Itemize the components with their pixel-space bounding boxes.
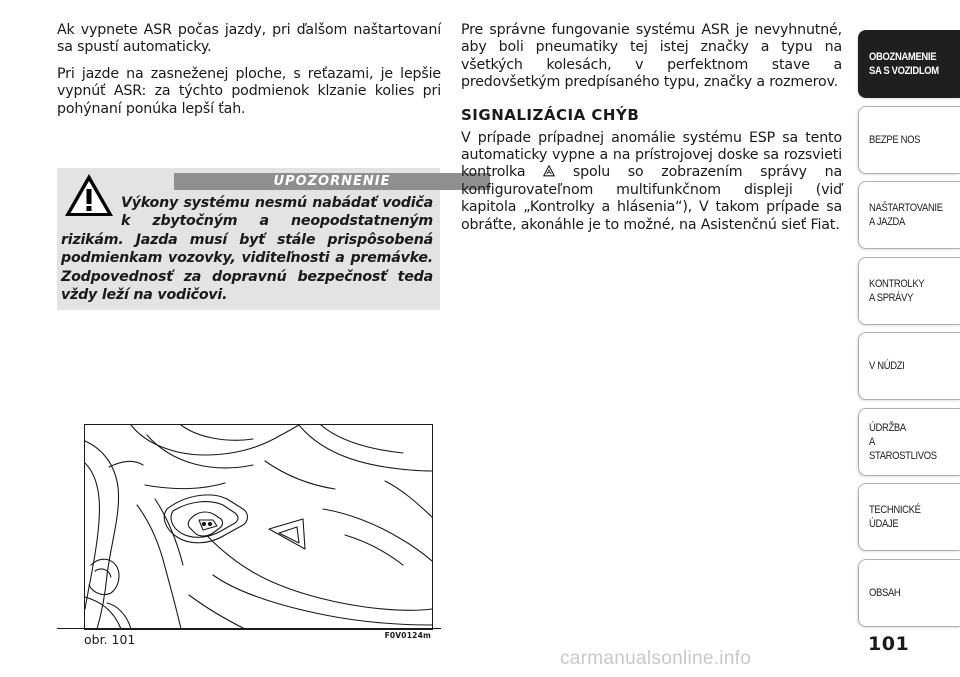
page-number: 101	[868, 633, 910, 655]
tab-warning-lights[interactable]	[858, 257, 960, 325]
tab-label: KONTROLKY A SPRÁVY	[869, 277, 925, 304]
tab-label: NAŠTARTOVANIE A JAZDA	[869, 202, 943, 228]
tab-getting-to-know[interactable]	[858, 30, 960, 98]
right-column	[461, 22, 842, 243]
tab-contents[interactable]	[858, 559, 960, 627]
figure-label: obr. 101	[84, 632, 136, 647]
paragraph-asr-snow: Pri jazde na zasneženej ploche, s reťazami, je lepšie vypnúť ASR: za týchto podmienok klzanie kolies pri pohýnaní ponúka lepší ťah.	[57, 65, 441, 117]
esp-warning-icon	[543, 165, 555, 177]
tab-emergency[interactable]	[858, 332, 960, 400]
fault-text-before: V prípade prípadnej anomálie systému ESP sa tento automaticky vypne a na prístrojovej doske sa rozsvieti kontrolka	[461, 129, 842, 181]
section-heading: SIGNALIZÁCIA CHÝB	[461, 105, 640, 124]
figure-asr-button	[84, 424, 433, 630]
warning-header: UPOZORNENIE	[174, 173, 490, 190]
figure-code: F0V0124m	[384, 631, 431, 640]
tab-label: ÚDRŽBA A STAROSTLIVOS	[869, 421, 937, 462]
tab-label: BEZPE NOS	[869, 133, 921, 146]
tab-label: OBOZNAMENIE SA S VOZIDLOM	[869, 51, 939, 77]
figure-caption	[57, 628, 441, 647]
tab-safety[interactable]	[858, 106, 960, 174]
tab-maintenance[interactable]	[858, 408, 960, 476]
tab-label: V NÚDZI	[869, 360, 905, 372]
console-illustration	[85, 425, 432, 629]
left-column	[57, 22, 441, 127]
warning-box	[57, 168, 440, 310]
tab-technical-data[interactable]	[858, 483, 960, 551]
paragraph-tyres: Pre správne fungovanie systému ASR je nevyhnutné, aby boli pneumatiky tej istej značky a typu na všetkých kolesách, v perfektnom stave a predovšetkým predpísaného typu, značky a rozmerov.	[461, 22, 842, 91]
warning-text	[61, 194, 433, 304]
tab-starting-driving[interactable]	[858, 181, 960, 249]
warning-text-content: Výkony systému nesmú nabádať vodiča k zbytočným a neopodstatneným rizikám. Jazda musí byť stále prispôsobená podmienkam vozovky, viditeľnosti a premávke. Zodpovednosť za dopravnú bezpečnosť teda vždy leží na vodičovi.	[61, 195, 433, 304]
fault-text-after: spolu so zobrazením správy na konfigurovateľnom multifunkčnom displeji (viď kapitola „Kontrolky a hlásenia“), V takom prípade sa obráťte, akonáhle je to možné, na Asistenčnú sieť Fiat.	[461, 164, 842, 233]
tab-label: TECHNICKÉ ÚDAJE	[869, 504, 921, 530]
paragraph-asr-restart: Ak vypnete ASR počas jazdy, pri ďalšom naštartovaní sa spustí automaticky.	[57, 22, 441, 56]
watermark: carmanualsonline.info	[560, 648, 752, 669]
paragraph-fault-signal	[461, 130, 842, 234]
tab-label: OBSAH	[869, 586, 901, 599]
chapter-tabs	[858, 30, 960, 634]
